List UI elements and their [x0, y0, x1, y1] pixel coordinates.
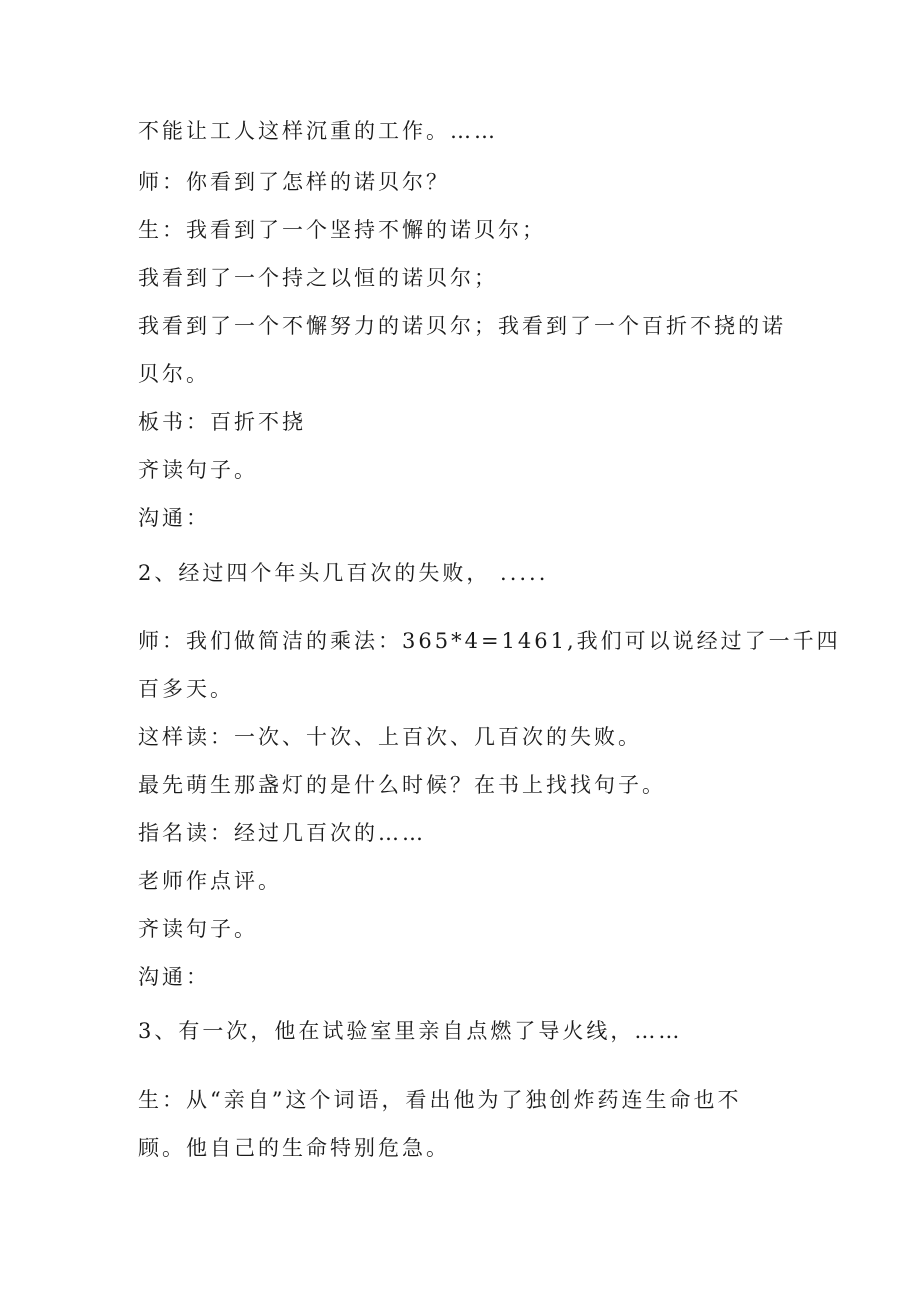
text-line: 生：我看到了一个坚持不懈的诺贝尔；	[138, 218, 546, 242]
text-line: 我看到了一个持之以恒的诺贝尔；	[138, 266, 498, 290]
text-line: 指名读：经过几百次的……	[138, 821, 426, 845]
text-line: 齐读句子。	[138, 917, 258, 941]
text-line: 顾。他自己的生命特别危急。	[138, 1136, 450, 1160]
text-line: 沟通：	[138, 506, 210, 530]
text-line: 师：我们做简洁的乘法：365*4=1461,我们可以说经过了一千四	[138, 629, 841, 653]
text-line: 贝尔。	[138, 362, 210, 386]
text-line: 百多天。	[138, 677, 234, 701]
text-line: 沟通：	[138, 965, 210, 989]
text-line: 这样读：一次、十次、上百次、几百次的失败。	[138, 725, 642, 749]
text-line: 生：从“亲自”这个词语，看出他为了独创炸药连生命也不	[138, 1088, 742, 1112]
text-line: 老师作点评。	[138, 869, 282, 893]
text-line: 齐读句子。	[138, 458, 258, 482]
text-line: 我看到了一个不懈努力的诺贝尔；我看到了一个百折不挠的诺	[138, 314, 786, 338]
text-line: 板书：百折不挠	[138, 410, 306, 434]
text-line: 师：你看到了怎样的诺贝尔？	[138, 170, 450, 194]
text-line: 最先萌生那盏灯的是什么时候？在书上找找句子。	[138, 773, 666, 797]
text-line: 不能让工人这样沉重的工作。……	[138, 119, 498, 143]
section-heading: 3、有一次，他在试验室里亲自点燃了导火线，……	[138, 1019, 683, 1043]
section-heading: 2、经过四个年头几百次的失败， .....	[138, 561, 549, 585]
